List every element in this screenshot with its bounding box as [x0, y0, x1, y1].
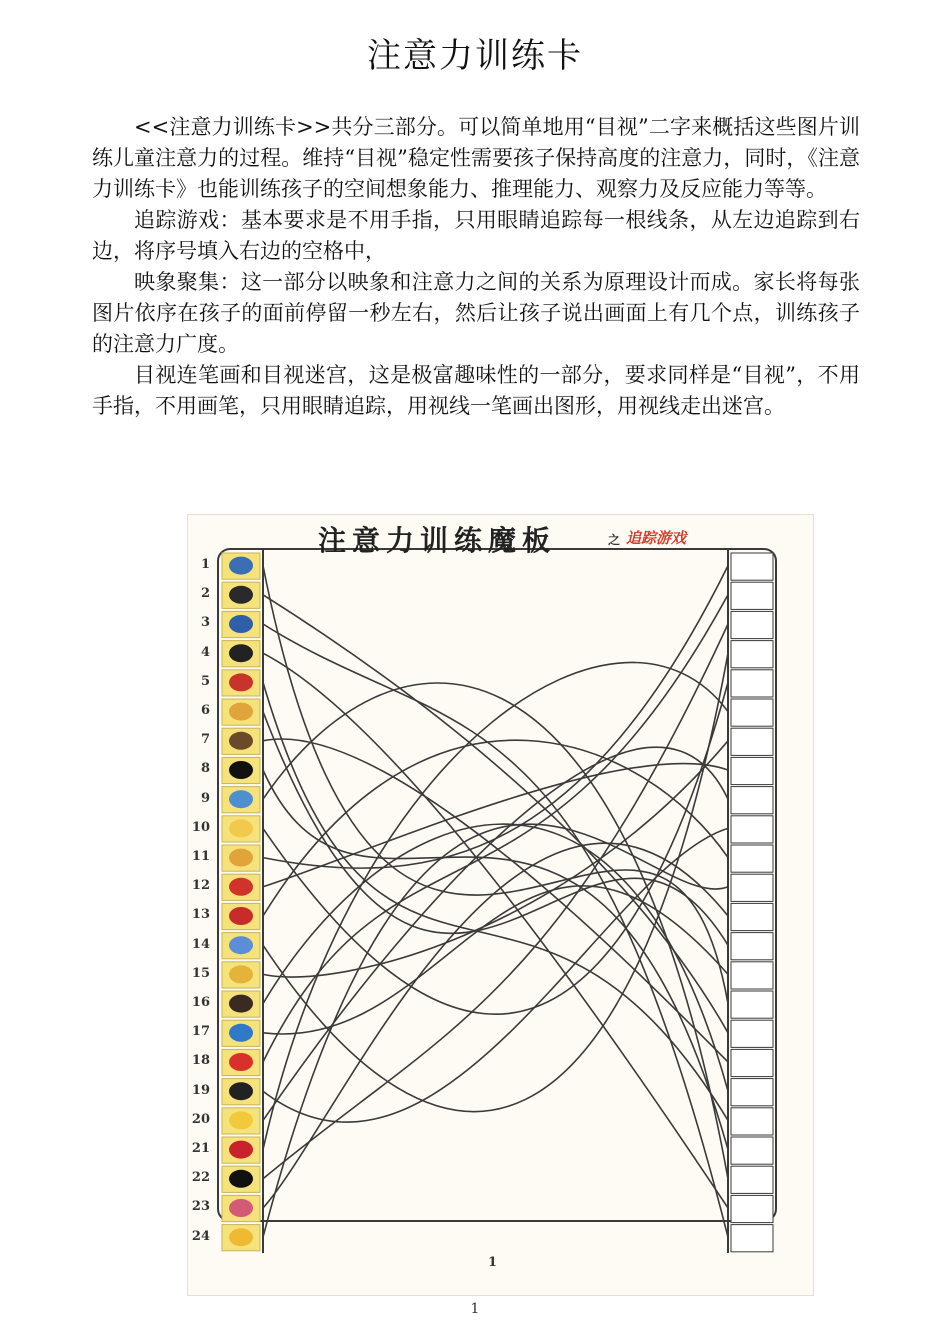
cheese-icon [229, 1111, 253, 1129]
answer-box [731, 787, 773, 814]
answer-box [731, 611, 773, 638]
row-number: 3 [200, 615, 210, 631]
figure-subtitle: 追踪游戏 [626, 529, 687, 547]
answer-box [731, 933, 773, 960]
gun-icon [229, 644, 253, 662]
elephant-icon [229, 936, 253, 954]
answer-box [731, 962, 773, 989]
answer-box [731, 1166, 773, 1193]
turtle-icon [229, 761, 253, 779]
row-number: 20 [191, 1111, 210, 1127]
row-number: 9 [200, 790, 210, 806]
row-number: 24 [191, 1228, 210, 1244]
castle-icon [229, 586, 253, 604]
row-number: 5 [200, 673, 210, 689]
row-number: 7 [200, 732, 210, 748]
answer-box [731, 816, 773, 843]
row-number: 22 [191, 1170, 210, 1186]
row-number: 13 [191, 907, 210, 923]
answer-box [731, 582, 773, 609]
tracking-line [263, 824, 728, 1091]
fruit-icon [229, 673, 253, 691]
row-number: 15 [191, 965, 210, 981]
fish-icon [229, 790, 253, 808]
plane-icon [229, 1228, 253, 1246]
answer-box [731, 1108, 773, 1135]
answer-box [731, 670, 773, 697]
row-number: 19 [191, 1082, 210, 1098]
duck-icon [229, 819, 253, 837]
dog-icon [229, 995, 253, 1013]
answer-box [731, 757, 773, 784]
mouse-icon [229, 1170, 253, 1188]
monkey-icon [229, 732, 253, 750]
answer-box [731, 874, 773, 901]
tracking-line [263, 624, 728, 1179]
answer-box [731, 699, 773, 726]
tracking-line [263, 824, 728, 1237]
figure-subtitle-prefix: 之 [608, 533, 621, 547]
giraffe-icon [229, 965, 253, 983]
ship-icon [229, 557, 253, 575]
row-number: 2 [200, 586, 210, 602]
answer-box [731, 641, 773, 668]
robot-icon [229, 615, 253, 633]
body-text [92, 112, 860, 422]
row-number: 21 [191, 1141, 210, 1156]
ladybug-icon [229, 878, 253, 896]
parrot-icon [229, 1141, 253, 1159]
car-icon [229, 1199, 253, 1217]
intro-paragraph: <<注意力训练卡>>共分三部分。可以简单地用“目视”二字来概括这些图片训练儿童注意力的过程。维持“目视”稳定性需要孩子保持高度的注意力，同时，《注意力训练卡》也能训练孩子的空间想象能力、推理能力、观察力及反应能力等等。 [92, 115, 860, 201]
bird-icon [229, 1024, 253, 1042]
answer-box [731, 1225, 773, 1252]
tracking-lines-svg [188, 515, 813, 1295]
answer-box [731, 1137, 773, 1164]
tracking-line [263, 770, 728, 1150]
row-number: 12 [191, 878, 210, 894]
row-number: 18 [191, 1053, 210, 1069]
tracking-game-figure [187, 514, 814, 1296]
tracking-line [263, 595, 728, 1033]
answer-box [731, 553, 773, 580]
panda-icon [229, 1082, 253, 1100]
row-number: 8 [200, 761, 210, 777]
tracking-line [263, 886, 728, 1034]
apple-icon [229, 1053, 253, 1071]
page-title: 注意力训练卡 [367, 36, 583, 76]
row-number: 10 [191, 819, 210, 835]
figure-title: 注意力训练魔板 [318, 524, 557, 557]
tracking-line [263, 662, 728, 1149]
row-number: 1 [200, 557, 210, 572]
row-number: 17 [191, 1024, 210, 1040]
answer-box [731, 1195, 773, 1222]
tracking-paragraph: 追踪游戏：基本要求是不用手指，只用眼睛追踪每一根线条，从左边追踪到右边，将序号填入右边的空格中， [92, 208, 860, 263]
tracking-line [263, 566, 728, 1004]
answer-box [731, 991, 773, 1018]
row-number: 14 [191, 936, 210, 952]
row-number: 4 [200, 644, 210, 660]
figure-page-label: 1 [488, 1255, 498, 1270]
answer-box [731, 1049, 773, 1076]
row-number: 16 [191, 995, 210, 1010]
maze-paragraph: 目视连笔画和目视迷宫，这是极富趣味性的一部分，要求同样是“目视”，不用手指，不用画笔，只用眼睛追踪，用视线一笔画出图形，用视线走出迷宫。 [92, 363, 860, 418]
answer-box [731, 1020, 773, 1047]
answer-box [731, 728, 773, 755]
row-number: 6 [200, 703, 210, 718]
page-number: 1 [470, 1301, 480, 1317]
bear-icon [229, 849, 253, 867]
tracking-line [263, 566, 728, 869]
truck-icon [229, 907, 253, 925]
answer-box [731, 1079, 773, 1106]
answer-box [731, 845, 773, 872]
row-number: 23 [191, 1199, 210, 1215]
lion-icon [229, 703, 253, 721]
image-focus-paragraph: 映象聚集：这一部分以映象和注意力之间的关系为原理设计而成。家长将每张图片依序在孩子的面前停留一秒左右，然后让孩子说出画面上有几个点，训练孩子的注意力广度。 [92, 270, 860, 356]
answer-box [731, 903, 773, 930]
row-number: 11 [191, 849, 210, 864]
